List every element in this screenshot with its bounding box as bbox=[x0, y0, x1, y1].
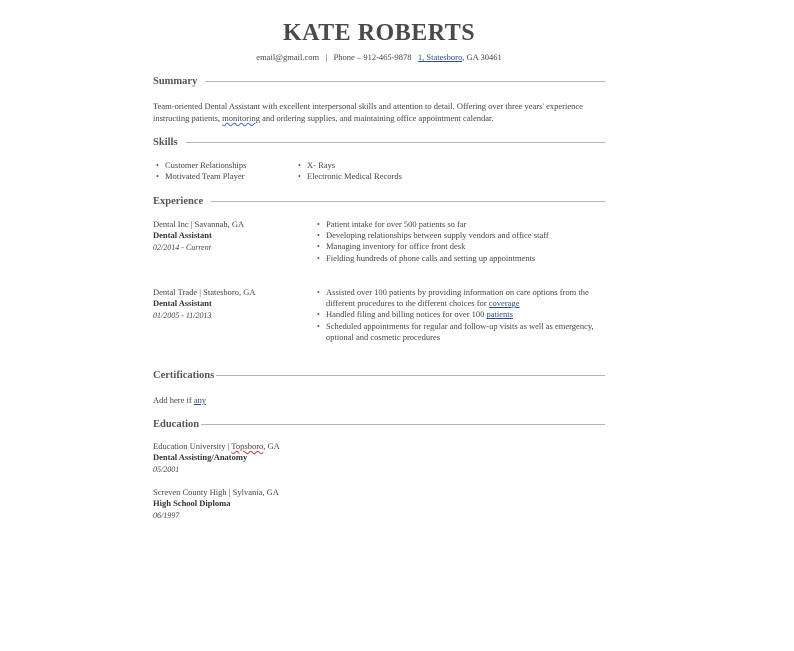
spellcheck-flagged-word[interactable]: monitoring bbox=[222, 113, 260, 123]
education-date: 05/2001 bbox=[153, 464, 180, 474]
patients-link[interactable]: patients bbox=[486, 309, 513, 320]
job-employer: Dental Trade | Statesboro, GA bbox=[153, 287, 256, 297]
summary-heading bbox=[153, 74, 605, 88]
job-bullets bbox=[316, 219, 606, 264]
job-bullet: • Scheduled appointments for regular and follow-up visits as well as emergency, optional and cosmetic procedures bbox=[316, 321, 606, 343]
certifications-heading-label: Certifications bbox=[153, 369, 215, 381]
certifications-text: Add here if any bbox=[153, 395, 207, 405]
spellcheck-flagged-word[interactable]: Topsboro bbox=[231, 441, 264, 451]
job-bullet: • Assisted over 100 patients by providing information on care options from the different procedures to the different choices for coverage bbox=[316, 287, 606, 309]
job-bullet: • Developing relationships between supply vendors and office staff bbox=[316, 230, 606, 241]
experience-heading-label: Experience bbox=[153, 195, 204, 207]
job-title: Dental Assistant bbox=[153, 298, 212, 309]
skills-heading-label: Skills bbox=[153, 136, 178, 148]
email: email@gmail.com bbox=[256, 52, 320, 62]
skill-item: • X- Rays bbox=[297, 160, 402, 171]
job-entry bbox=[153, 287, 313, 321]
skills-list-col2 bbox=[297, 160, 402, 182]
job-bullet: • Fielding hundreds of phone calls and setting up appointments bbox=[316, 253, 606, 264]
certifications-heading bbox=[153, 368, 605, 382]
education-entry bbox=[153, 441, 453, 475]
separator-bar: | bbox=[325, 52, 328, 62]
education-degree: High School Diploma bbox=[153, 498, 231, 509]
job-bullet: • Handled filing and billing notices for over 100 patients bbox=[316, 309, 606, 320]
job-title: Dental Assistant bbox=[153, 230, 212, 241]
education-date: 06/1997 bbox=[153, 510, 180, 520]
job-dates: 02/2014 - Current bbox=[153, 242, 211, 252]
education-degree: Dental Assisting/Anatomy bbox=[153, 452, 248, 463]
education-heading-label: Education bbox=[153, 418, 200, 430]
candidate-name: KATE ROBERTS bbox=[282, 20, 476, 46]
skill-item: • Electronic Medical Records bbox=[297, 171, 402, 182]
job-dates: 01/2005 - 11/2013 bbox=[153, 310, 212, 320]
skill-item: • Motivated Team Player bbox=[155, 171, 246, 182]
coverage-link[interactable]: coverage bbox=[488, 298, 520, 309]
section-rule bbox=[205, 81, 605, 82]
skill-item: • Customer Relationships bbox=[155, 160, 246, 171]
education-school: Education University | Topsboro, GA bbox=[153, 441, 280, 451]
job-bullets bbox=[316, 287, 606, 343]
summary-text: Team-oriented Dental Assistant with excellent interpersonal skills and attention to detail. Offering over three years' experience instructing patients, monitoring and ordering supplies, and maintaining office appointment calendar. bbox=[153, 101, 583, 123]
skills-heading bbox=[153, 135, 605, 149]
job-entry bbox=[153, 219, 313, 253]
section-rule bbox=[201, 424, 605, 425]
job-bullet: • Managing inventory for office front desk bbox=[316, 241, 606, 252]
summary-heading-label: Summary bbox=[153, 75, 198, 87]
address-tail: , GA 30461 bbox=[462, 52, 502, 62]
any-link[interactable]: any bbox=[193, 395, 207, 405]
skills-list-col1 bbox=[155, 160, 246, 182]
section-rule bbox=[186, 142, 605, 143]
contact-line bbox=[153, 52, 605, 63]
experience-heading bbox=[153, 194, 605, 208]
section-rule bbox=[211, 201, 605, 202]
phone: Phone – 912-465-9878 bbox=[333, 52, 412, 62]
education-entry bbox=[153, 487, 453, 521]
job-bullet: • Patient intake for over 500 patients so far bbox=[316, 219, 606, 230]
education-heading bbox=[153, 417, 605, 431]
education-school: Screven County High | Sylvania, GA bbox=[153, 487, 279, 497]
job-employer: Dental Inc | Savannah, GA bbox=[153, 219, 245, 229]
section-rule bbox=[216, 375, 605, 376]
address-link[interactable]: 1, Statesboro bbox=[417, 52, 463, 62]
